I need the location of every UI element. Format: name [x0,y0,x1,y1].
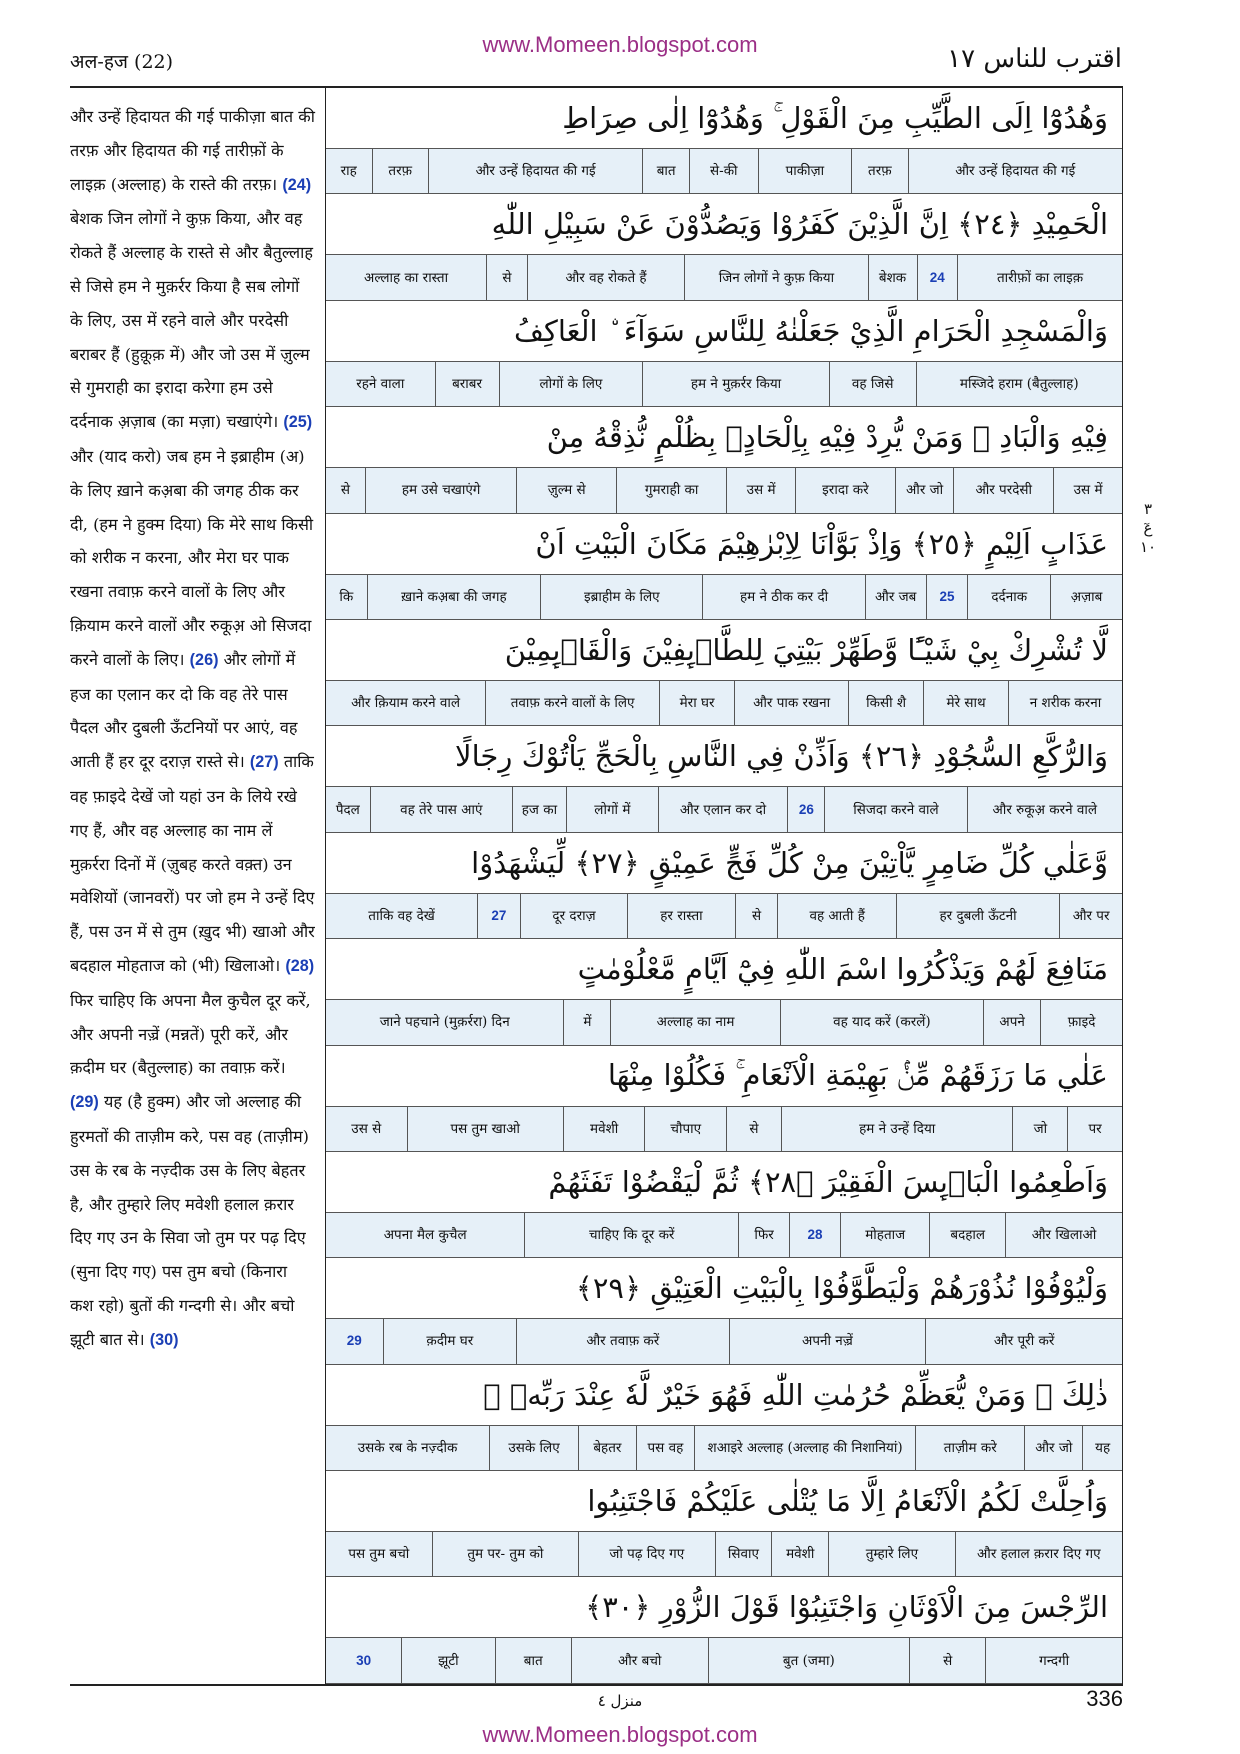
verse-block [326,726,1122,832]
gloss-cell: हर दुबली ऊँटनी [896,894,1059,938]
translation-text [70,100,315,1357]
gloss-cell: दर्दनाक [967,575,1050,619]
gloss-cell: अल्लाह का रास्ता [364,269,449,286]
gloss-cell: और पाक रखना [734,681,848,725]
gloss-cell: रहने वाला [356,375,405,392]
verse-number: (28) [285,956,315,975]
word-by-word-column [326,88,1123,1684]
gloss-cell: और पर [1059,894,1122,938]
gloss-cell: राह [340,163,357,180]
manzil-label: منزل ٤ [597,1692,643,1710]
gloss-cell: तुम्हारे लिए [828,1532,955,1576]
translation-segment: और (याद करो) जब हम ने इब्राहीम (अ) के लिए ख़ाने कअ़बा की जगह ठीक कर दी, (हम ने हुक्म दिया) कि मेरे साथ किसी को शरीक न करना, और मेरा घर पाक रखना तवाफ़ करने वालों के लिए और क़ियाम करने वालों और रुकूअ़ ओ सिजदा करने वालों के लिए। [70,446,314,669]
gloss-cell: और जो [895,468,954,512]
gloss-cell: जिन लोगों ने कुफ़ किया [684,255,867,299]
gloss-cell: सिवाए [715,1532,772,1576]
gloss-cell: उस में [1053,468,1122,512]
verse-block [326,939,1122,1045]
arabic-verse-line: الرِّجْسَ مِنَ الْاَوْثَانِ وَاجْتَنِبُوْا قَوْلَ الزُّوْرِ ﴿٣٠﴾ [326,1577,1122,1637]
gloss-cell: फिर [738,1213,789,1257]
gloss-cell: उसके रब के नज़्दीक [357,1439,458,1456]
gloss-cell: उस से [351,1120,382,1137]
verse-block [326,1258,1122,1364]
arabic-verse-line: وَاَطْعِمُوا الْبَاۗىِٕسَ الْفَقِيْرَ ﴿٢٨﴾ ثُمَّ لْيَقْضُوْا تَفَثَهُمْ [326,1152,1122,1212]
gloss-row [326,467,1122,513]
gloss-verse-number: 28 [789,1213,840,1257]
gloss-cell: और उन्हें हिदायत की गई [908,149,1122,193]
verse-block [326,194,1122,300]
gloss-verse-number: 27 [477,894,520,938]
arabic-verse-line: عَذَابٍ اَلِيْمٍ ﴿٢٥﴾ وَاِذْ بَوَّاْنَا لِاِبْرٰهِيْمَ مَكَانَ الْبَيْتِ اَنْ [326,514,1122,574]
gloss-cell: मवेशी [563,1107,645,1151]
gloss-cell: जो [1012,1107,1067,1151]
gloss-cell: और पूरी करें [925,1319,1122,1363]
gloss-cell: तारीफ़ों का लाइक़ [957,255,1122,299]
verse-block [326,1471,1122,1577]
arabic-verse-line: ذٰلِكَ ۤ وَمَنْ يُّعَظِّمْ حُرُمٰتِ اللّٰهِ فَهُوَ خَيْرٌ لَّهٗ عِنْدَ رَبِّهٖ ۭ [326,1365,1122,1425]
gloss-cell: वह याद करें (करलें) [780,1000,984,1044]
gloss-row [326,148,1122,194]
gloss-cell: वह तेरे पास आएं [370,787,512,831]
gloss-cell: और एलान कर दो [658,787,787,831]
gloss-cell: और क़ियाम करने वाले [351,695,461,712]
gloss-cell: सिजदा करने वाले [824,787,966,831]
gloss-row [326,1637,1122,1683]
verse-block [326,514,1122,620]
gloss-row [326,893,1122,939]
verse-block [326,407,1122,513]
gloss-cell: जो पढ़ दिए गए [578,1532,714,1576]
gloss-cell: हम ने मुक़र्रर किया [642,362,828,406]
arabic-verse-line: فِيْهِ وَالْبَادِ ۭ وَمَنْ يُّرِدْ فِيْهِ بِاِلْحَادٍۢ بِظُلْمٍ نُّذِقْهُ مِنْ [326,407,1122,467]
gloss-cell: उसके लिए [489,1426,578,1470]
gloss-cell: में [563,1000,610,1044]
gloss-cell: से [486,255,527,299]
gloss-cell: हम ने ठीक कर दी [702,575,864,619]
watermark-bottom: www.Momeen.blogspot.com [482,1722,758,1747]
verse-number: (25) [283,413,313,432]
gloss-cell: और हलाल क़रार दिए गए [955,1532,1122,1576]
gloss-verse-number: 29 [346,1333,362,1349]
gloss-cell: तुम पर- तुम को [432,1532,578,1576]
page-number: 336 [1086,1686,1123,1711]
gloss-cell: बेहतर [578,1426,636,1470]
gloss-cell: से [735,894,778,938]
arabic-verse-line: مَنَافِعَ لَهُمْ وَيَذْكُرُوا اسْمَ اللّٰهِ فِيْٓ اَيَّامٍ مَّعْلُوْمٰتٍ [326,939,1122,999]
translation-column [70,88,326,1684]
gloss-verse-number: 30 [356,1652,372,1668]
gloss-cell: तवाफ़ करने वालों के लिए [485,681,659,725]
verse-block [326,620,1122,726]
verse-number: (24) [282,175,312,194]
gloss-cell: दूर दराज़ [520,894,627,938]
gloss-row [326,1212,1122,1258]
gloss-cell: अपने [983,1000,1040,1044]
gloss-cell: और वह रोकते हैं [527,255,685,299]
gloss-cell: ख़ाने कअ़बा की जगह [367,575,541,619]
gloss-cell: ज़ुल्म से [516,468,616,512]
verse-number: (29) [70,1093,99,1112]
gloss-cell: मोहताज [840,1213,929,1257]
gloss-cell: पस तुम बचो [348,1546,410,1563]
arabic-verse-line: وَلْيُوْفُوْا نُذُوْرَهُمْ وَلْيَطَّوَّفُوْا بِالْبَيْتِ الْعَتِيْقِ ﴿٢٩﴾ [326,1258,1122,1318]
watermark-top: www.Momeen.blogspot.com [482,32,758,57]
gloss-cell: ताकि वह देखें [368,907,435,924]
gloss-cell: और उन्हें हिदायत की गई [428,149,642,193]
gloss-cell: बात [495,1638,571,1682]
gloss-cell: और जो [1024,1426,1082,1470]
gloss-cell: किसी शै [848,681,923,725]
gloss-cell: वह जिसे [829,362,916,406]
gloss-cell: पस वह [636,1426,694,1470]
translation-segment: ताकि वह फ़ाइदे देखें जो यहां उन के लिये रखे गए हैं, और वह अल्लाह का नाम लें मुक़र्ररा दिनों में (ज़ुबह करते वक़्त) उन मवेशियों (जानवरों) पर जो हम ने उन्हें दिए हैं, पस उन में से तुम (ख़ुद भी) खाओ और बदहाल मोहताज को (भी) खिलाओ। [70,752,315,975]
gloss-cell: हर रास्ता [627,894,734,938]
gloss-row [326,254,1122,300]
gloss-cell: जाने पहचाने (मुक़र्ररा) दिन [379,1014,510,1031]
translation-segment: यह (है हुक्म) और जो अल्लाह की हुरमतों की ताज़ीम करे, पस वह (ताज़ीम) उस के रब के नज़्दीक उस के लिए बेहतर है, और तुम्हारे लिए मवेशी हलाल क़रार दिए गए उन के सिवा जो तुम पर पढ़ दिए (सुना दिए गए) पस तुम बचो (किनारा कश रहो) बुतों की गन्दगी से। और बचो झूटी बात से। [70,1092,309,1349]
gloss-row [326,1318,1122,1364]
margin-mark-part: ٣ [1143,500,1153,518]
page-frame [70,86,1123,1686]
gloss-row [326,1106,1122,1152]
gloss-cell: पर [1067,1107,1122,1151]
gloss-cell: से [909,1638,985,1682]
arabic-verse-line: وَالرُّكَّعِ السُّجُوْدِ ﴿٢٦﴾ وَاَذِّنْ فِي النَّاسِ بِالْحَجِّ يَاْتُوْكَ رِجَالًا [326,726,1122,786]
gloss-cell: झूटी [401,1638,494,1682]
arabic-verse-line: الْحَمِيْدِ ﴿٢٤﴾ اِنَّ الَّذِيْنَ كَفَرُوْا وَيَصُدُّوْنَ عَنْ سَبِيْلِ اللّٰهِ [326,194,1122,254]
gloss-row [326,1425,1122,1471]
gloss-cell: बेशक [868,255,917,299]
verse-number: (27) [249,753,279,772]
gloss-cell: गुमराही का [616,468,726,512]
surah-title-hindi: अल-हज (22) [70,51,174,73]
translation-segment: और उन्हें हिदायत की गई पाकीज़ा बात की तरफ़ और हिदायत की गई तारीफ़ों के लाइक़ (अल्लाह) के रास्ते की तरफ़। [70,107,315,194]
gloss-verse-number: 25 [926,575,968,619]
gloss-cell: मवेशी [771,1532,828,1576]
gloss-cell: हम उसे चखाएंगे [365,468,516,512]
verse-number: (30) [149,1330,179,1349]
gloss-cell: पाकीज़ा [758,149,851,193]
gloss-row [326,786,1122,832]
gloss-cell: अपनी नज़्रें [729,1319,926,1363]
gloss-cell: से [340,482,351,499]
gloss-cell: क़दीम घर [383,1319,516,1363]
margin-mark-part: ١٠ [1139,538,1157,556]
gloss-cell: ताज़ीम करे [915,1426,1024,1470]
gloss-cell: गन्दगी [985,1638,1122,1682]
translation-segment: बेशक जिन लोगों ने कुफ़ किया, और वह रोकते हैं अल्लाह के रास्ते से और बैतुल्लाह से जिसे हम ने मुक़र्रर किया है सब लोगों के लिए, उस में रहने वाले और परदेसी बराबर हैं (हुक़ूक़ में) और जो उस में ज़ुल्म से गुमराही का इरादा करेगा हम उसे दर्दनाक अ़ज़ाब (का मज़ा) चखाएंगे। [70,209,313,432]
gloss-cell: तरफ़ [851,149,907,193]
gloss-cell: और बचो [571,1638,708,1682]
arabic-verse-line: لَّا تُشْرِكْ بِيْ شَيْـًٔا وَّطَهِّرْ بَيْتِيَ لِلطَّاۗىِٕفِيْنَ وَالْقَاۗىِٕمِيْنَ [326,620,1122,680]
gloss-cell: से-की [689,149,758,193]
verse-block [326,833,1122,939]
gloss-cell: से [726,1107,781,1151]
gloss-cell: इरादा करे [795,468,895,512]
arabic-verse-line: وَهُدُوْٓا اِلَى الطَّيِّبِ مِنَ الْقَوْلِ ۚ وَهُدُوْٓا اِلٰى صِرَاطِ [326,88,1122,148]
gloss-cell: वह आती हैं [777,894,896,938]
gloss-cell: अल्लाह का नाम [610,1000,779,1044]
arabic-verse-line: وَاُحِلَّتْ لَكُمُ الْاَنْعَامُ اِلَّا مَا يُتْلٰى عَلَيْكُمْ فَاجْتَنِبُوا [326,1471,1122,1531]
gloss-cell: लोगों के लिए [499,362,643,406]
gloss-verse-number: 26 [787,787,824,831]
gloss-row [326,574,1122,620]
ruku-margin-mark [1133,500,1163,557]
gloss-cell: बुत (जमा) [708,1638,910,1682]
juz-title-arabic: اقترب للناس ١٧ [947,44,1122,74]
gloss-cell: और जब [865,575,926,619]
gloss-cell: और परदेसी [953,468,1053,512]
gloss-row [326,361,1122,407]
gloss-cell: मेरे साथ [923,681,1008,725]
verse-block [326,301,1122,407]
arabic-verse-line: وَالْمَسْجِدِ الْحَرَامِ الَّذِيْ جَعَلْنٰهُ لِلنَّاسِ سَوَآءَ ۨ الْعَاكِفُ [326,301,1122,361]
verse-number: (26) [189,650,219,669]
gloss-row [326,1531,1122,1577]
margin-mark-part: عٓ [1143,519,1153,537]
gloss-cell: हम ने उन्हें दिया [781,1107,1013,1151]
gloss-cell: मेरा घर [659,681,734,725]
arabic-verse-line: وَّعَلٰي كُلِّ ضَامِرٍ يَّاْتِيْنَ مِنْ كُلِّ فَجٍّ عَمِيْقٍ ﴿٢٧﴾ لِّيَشْهَدُوْا [326,833,1122,893]
gloss-cell: लोगों में [566,787,658,831]
gloss-verse-number: 24 [917,255,958,299]
gloss-cell: मस्जिदे हराम (बैतुल्लाह) [916,362,1122,406]
gloss-cell: बदहाल [929,1213,1005,1257]
gloss-cell: अ़ज़ाब [1050,575,1122,619]
gloss-cell: अपना मैल कुचैल [383,1227,467,1244]
gloss-cell: हज का [512,787,566,831]
gloss-cell: न शरीक करना [1008,681,1122,725]
gloss-cell: पस तुम खाओ [407,1107,563,1151]
verse-block [326,1365,1122,1471]
gloss-cell: और खिलाओ [1005,1213,1122,1257]
gloss-cell: इब्राहीम के लिए [540,575,702,619]
verse-block [326,1046,1122,1152]
gloss-cell: चाहिए कि दूर करें [524,1213,738,1257]
gloss-cell: और रुकूअ़ करने वाले [967,787,1122,831]
arabic-verse-line: عَلٰي مَا رَزَقَهُمْ مِّنْۢ بَهِيْمَةِ الْاَنْعَامِ ۚ فَكُلُوْا مِنْهَا [326,1046,1122,1106]
translation-segment: फिर चाहिए कि अपना मैल कुचैल दूर करें, और अपनी नज़्रें (मन्नतें) पूरी करें, और क़दीम घर (बैतुल्लाह) का तवाफ़ करें। [70,990,311,1078]
gloss-cell: यह [1082,1426,1122,1470]
gloss-cell: बात [642,149,689,193]
gloss-cell: पैदल [335,801,360,818]
gloss-cell: शआइरे अल्लाह (अल्लाह की निशानियां) [694,1426,915,1470]
verse-block [326,88,1122,194]
gloss-cell: उस में [726,468,795,512]
gloss-row [326,999,1122,1045]
gloss-cell: कि [339,588,354,605]
verse-block [326,1577,1122,1683]
gloss-cell: और तवाफ़ करें [516,1319,729,1363]
gloss-cell: चौपाए [644,1107,726,1151]
gloss-cell: बराबर [435,362,499,406]
verse-block [326,1152,1122,1258]
gloss-cell: तरफ़ [372,149,428,193]
gloss-row [326,680,1122,726]
translation-segment: और लोगों में हज का एलान कर दो कि वह तेरे पास पैदल और दुबली ऊँटनियों पर आएं, वह आती हैं हर दूर दराज़ रास्ते से। [70,649,298,772]
gloss-cell: फ़ाइदे [1040,1000,1122,1044]
